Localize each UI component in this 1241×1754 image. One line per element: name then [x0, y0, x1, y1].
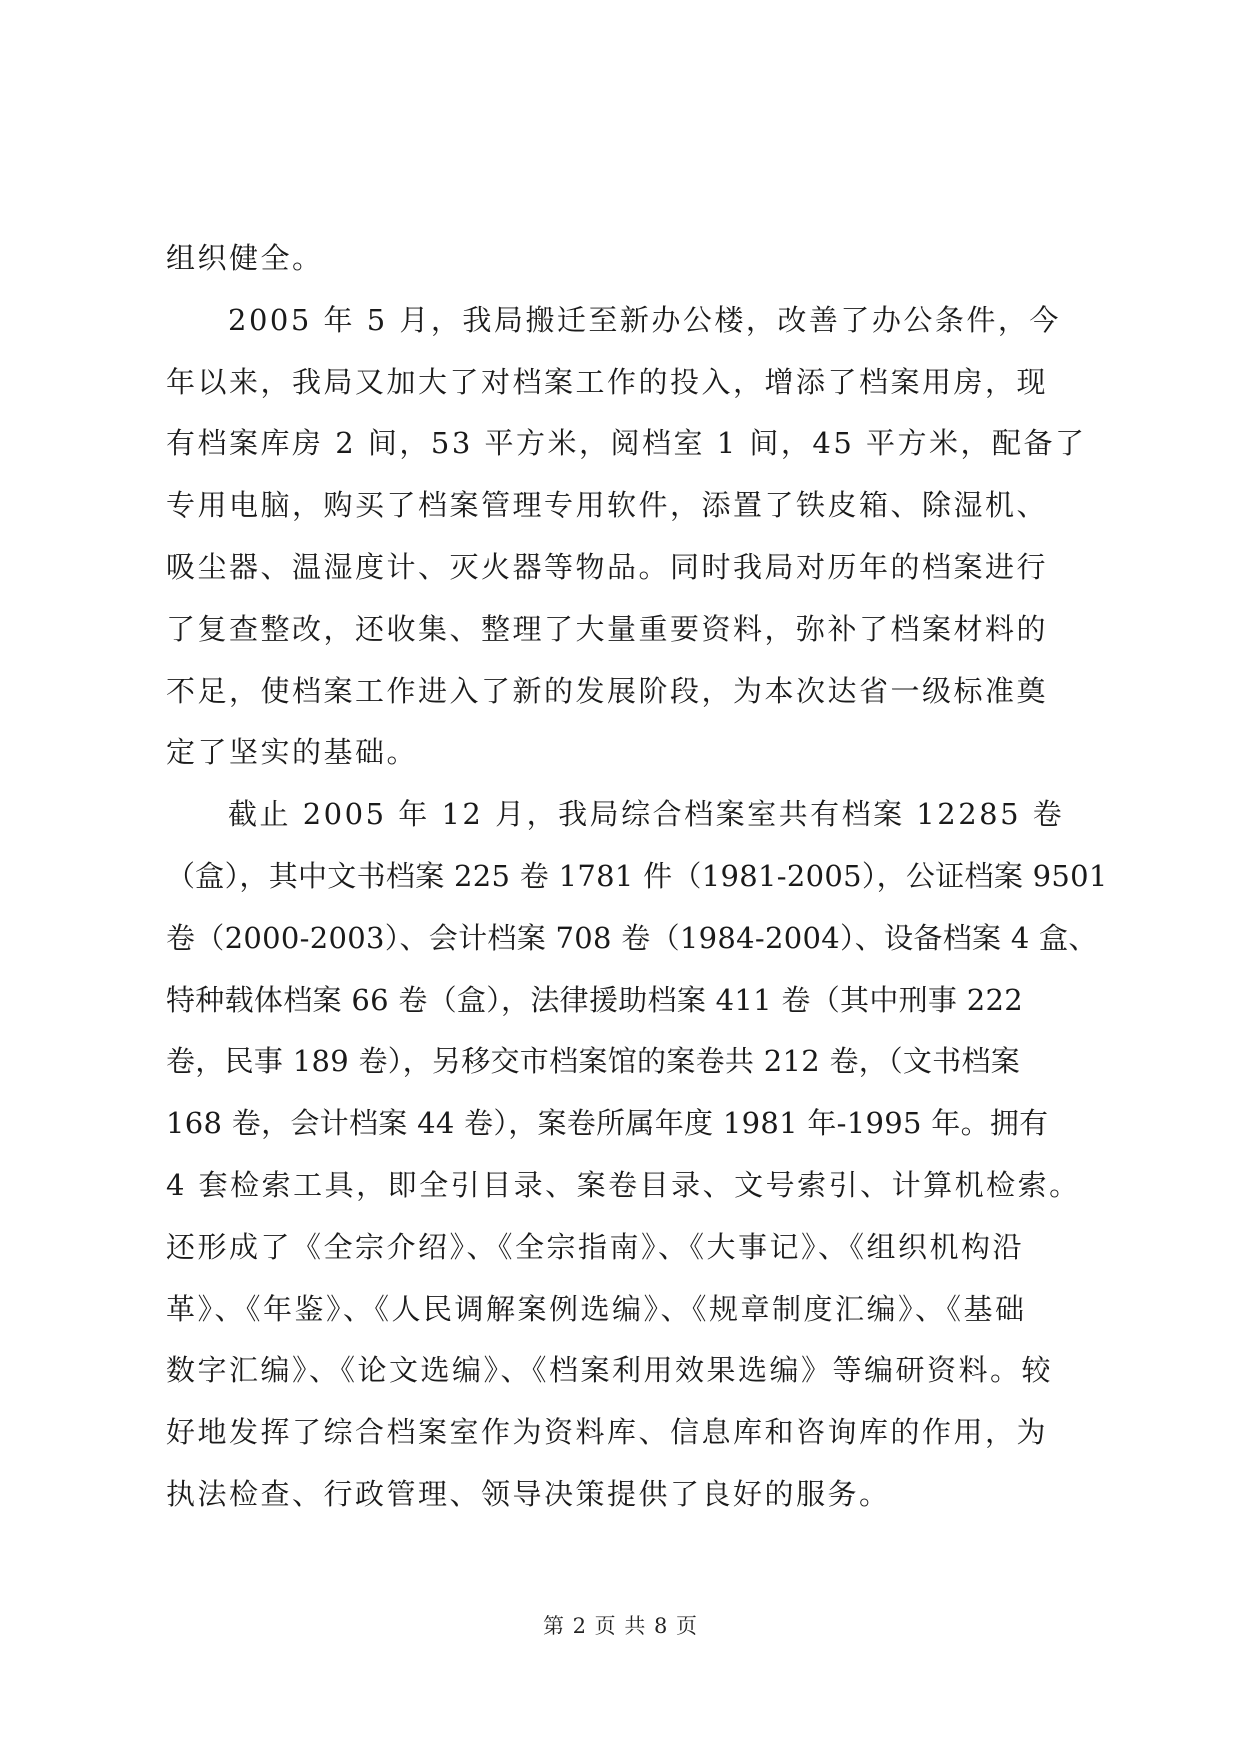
text-line: 好地发挥了综合档案室作为资料库、信息库和咨询库的作用，为	[166, 1415, 1049, 1450]
paragraph-start-line: 2005 年 5 月，我局搬迁至新办公楼，改善了办公条件，今	[228, 302, 1061, 337]
text-line: 了复查整改，还收集、整理了大量重要资料，弥补了档案材料的	[166, 611, 1049, 646]
text-line: 特种载体档案 66 卷（盒），法律援助档案 411 卷（其中刑事 222	[166, 982, 1023, 1017]
text-line: 4 套检索工具，即全引目录、案卷目录、文号索引、计算机检索。	[166, 1167, 1081, 1202]
text-line: 吸尘器、温湿度计、灭火器等物品。同时我局对历年的档案进行	[166, 549, 1049, 584]
text-line: 定了坚实的基础。	[166, 735, 419, 770]
text-line: 卷，民事 189 卷），另移交市档案馆的案卷共 212 卷，（文书档案	[166, 1044, 1021, 1079]
text-line: 执法检查、行政管理、领导决策提供了良好的服务。	[166, 1476, 891, 1511]
text-line: 卷（2000-2003）、会计档案 708 卷（1984-2004）、设备档案 4 盒、	[166, 920, 1098, 955]
text-line: 组织健全。	[166, 241, 324, 275]
page-number-footer: 第 2 页 共 8 页	[542, 1614, 699, 1638]
text-line: 168 卷，会计档案 44 卷），案卷所属年度 1981 年-1995 年。拥有	[166, 1106, 1049, 1141]
text-line: 革》、《年鉴》、《人民调解案例选编》、《规章制度汇编》、《基础	[166, 1291, 1027, 1326]
text-line: 年以来，我局又加大了对档案工作的投入，增添了档案用房，现	[166, 364, 1049, 399]
text-line: 有档案库房 2 间，53 平方米，阅档室 1 间，45 平方米，配备了	[166, 426, 1087, 461]
document-body	[166, 228, 1108, 1526]
text-line: 还形成了《全宗介绍》、《全宗指南》、《大事记》、《组织机构沿	[166, 1229, 1025, 1264]
text-line: 数字汇编》、《论文选编》、《档案利用效果选编》等编研资料。较	[166, 1353, 1054, 1388]
text-line: 专用电脑，购买了档案管理专用软件，添置了铁皮箱、除湿机、	[166, 488, 1049, 523]
text-line: 不足，使档案工作进入了新的发展阶段，为本次达省一级标准奠	[166, 673, 1049, 708]
text-line: （盒），其中文书档案 225 卷 1781 件（1981-2005），公证档案 9501	[166, 858, 1108, 893]
paragraph-start-line: 截止 2005 年 12 月，我局综合档案室共有档案 12285 卷	[228, 797, 1065, 832]
